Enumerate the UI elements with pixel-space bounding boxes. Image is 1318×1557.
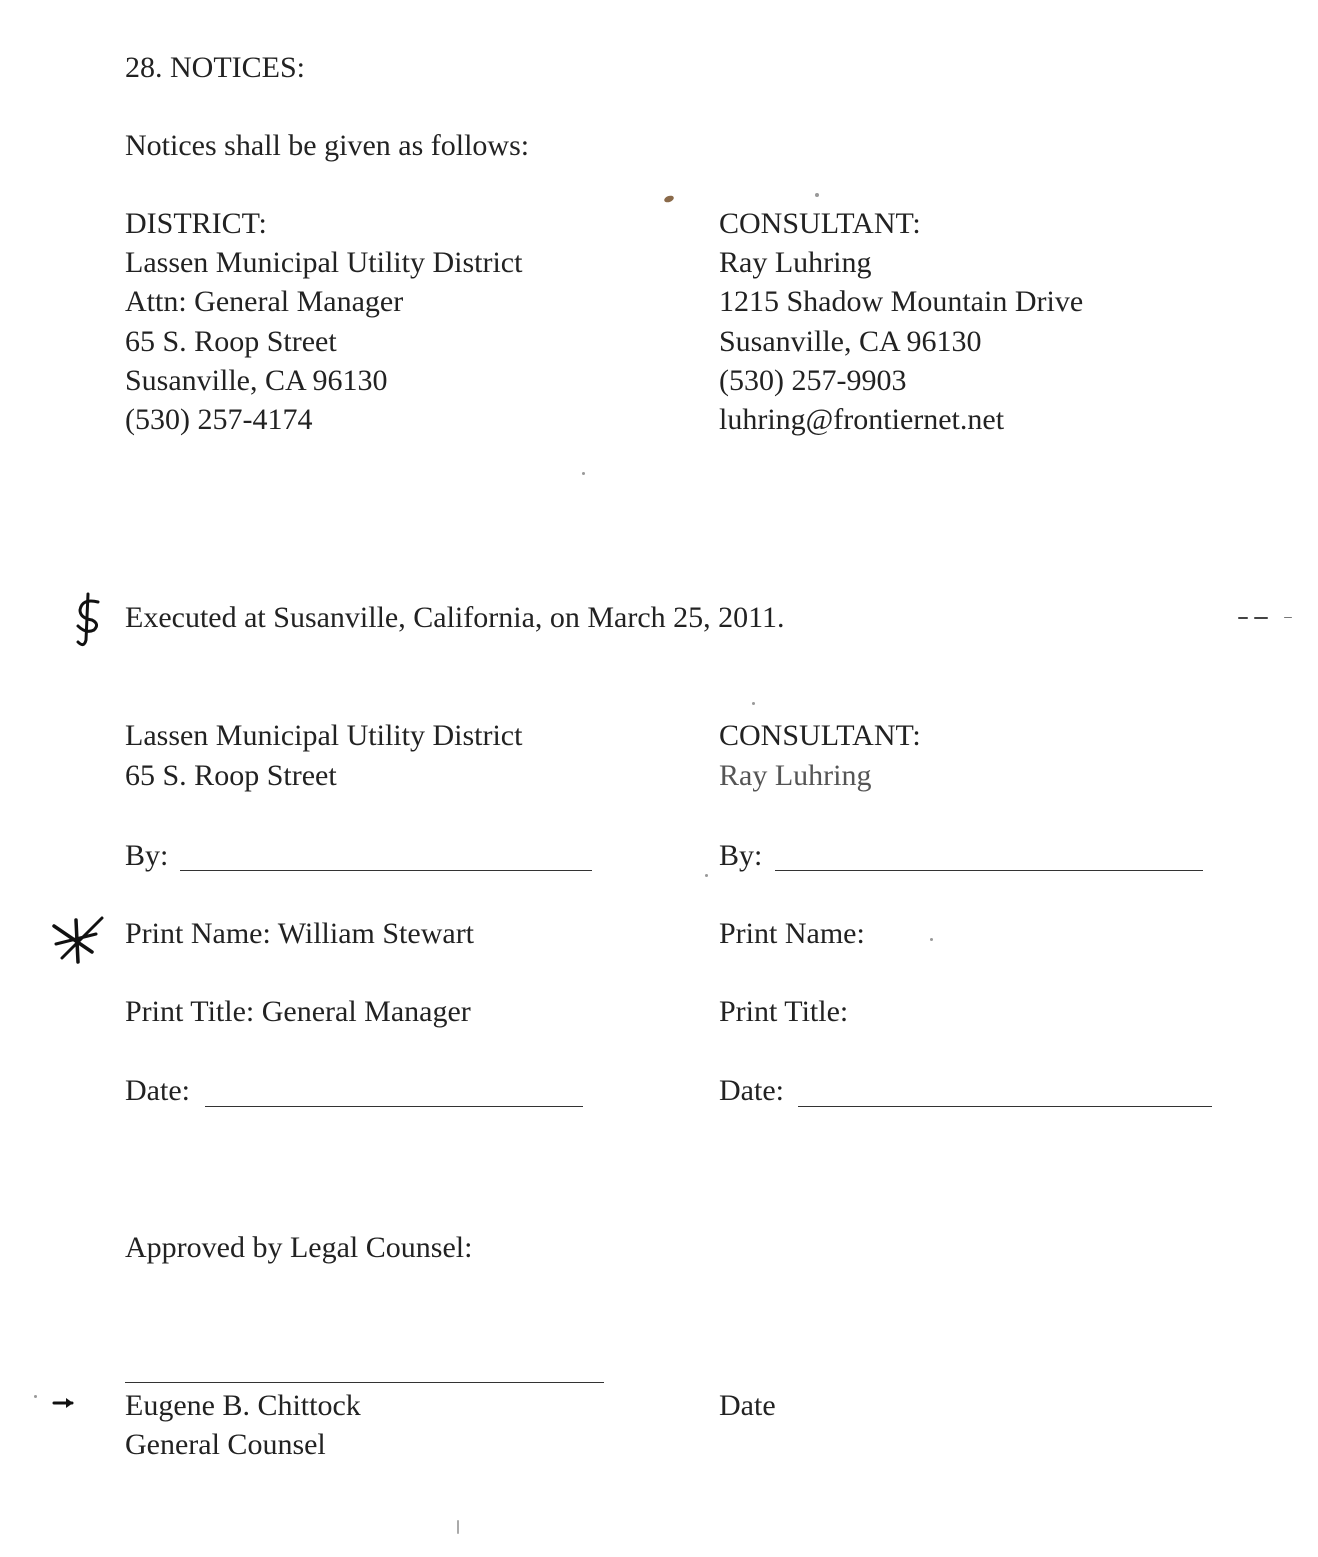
district-line: 65 S. Roop Street (125, 324, 337, 358)
consultant-date-label: Date: (719, 1074, 784, 1107)
handwritten-arrow-mark-icon (52, 1396, 76, 1410)
scan-speck (1238, 617, 1248, 619)
legal-signature-line[interactable] (125, 1382, 604, 1383)
district-date-label: Date: (125, 1074, 190, 1107)
consultant-print-name: Print Name: (719, 917, 865, 950)
scan-speck (663, 194, 674, 203)
district-line: Attn: General Manager (125, 285, 404, 319)
district-line: Susanville, CA 96130 (125, 363, 388, 397)
consultant-print-title: Print Title: (719, 995, 849, 1028)
consultant-date-line[interactable] (798, 1106, 1212, 1107)
district-print-name: Print Name: William Stewart (125, 917, 475, 950)
notices-intro: Notices shall be given as follows: (125, 129, 530, 162)
scan-speck (1284, 617, 1292, 618)
handwritten-dollar-mark-icon (68, 590, 108, 650)
district-signature-line[interactable] (180, 870, 592, 871)
district-line: Lassen Municipal Utility District (125, 246, 523, 280)
consultant-line: Susanville, CA 96130 (719, 324, 982, 358)
district-by-label: By: (125, 839, 169, 872)
district-notice-block (125, 204, 522, 439)
consultant-line: Ray Luhring (719, 246, 872, 280)
district-org-name: Lassen Municipal Utility District (125, 719, 523, 752)
scan-speck (1254, 617, 1268, 619)
handwritten-asterisk-mark-icon (48, 914, 108, 966)
legal-approval-label: Approved by Legal Counsel: (125, 1231, 473, 1264)
legal-counsel-name: Eugene B. Chittock (125, 1389, 361, 1422)
section-heading: 28. NOTICES: (125, 51, 305, 84)
legal-counsel-title: General Counsel (125, 1428, 326, 1461)
scan-speck (815, 193, 819, 197)
legal-date-label: Date (719, 1389, 776, 1422)
scan-speck (457, 1520, 459, 1534)
consultant-by-label: By: (719, 839, 763, 872)
consultant-sig-name: Ray Luhring (719, 759, 872, 792)
consultant-line: 1215 Shadow Mountain Drive (719, 285, 1084, 319)
consultant-sig-heading: CONSULTANT: (719, 719, 921, 752)
district-address: 65 S. Roop Street (125, 759, 337, 792)
consultant-email: luhring@frontiernet.net (719, 403, 1005, 437)
consultant-notice-block (719, 204, 1083, 439)
scan-speck (752, 702, 755, 705)
district-date-line[interactable] (205, 1106, 583, 1107)
scan-speck (582, 472, 585, 475)
executed-statement: Executed at Susanville, California, on March 25, 2011. (125, 601, 785, 634)
scan-speck (705, 874, 708, 877)
scan-speck (930, 938, 933, 941)
consultant-line: (530) 257-9903 (719, 363, 907, 397)
consultant-heading: CONSULTANT: (719, 207, 921, 240)
scan-speck (34, 1395, 37, 1398)
consultant-signature-line[interactable] (775, 870, 1203, 871)
district-line: (530) 257-4174 (125, 403, 313, 437)
district-print-title: Print Title: General Manager (125, 995, 471, 1028)
district-heading: DISTRICT: (125, 207, 267, 240)
